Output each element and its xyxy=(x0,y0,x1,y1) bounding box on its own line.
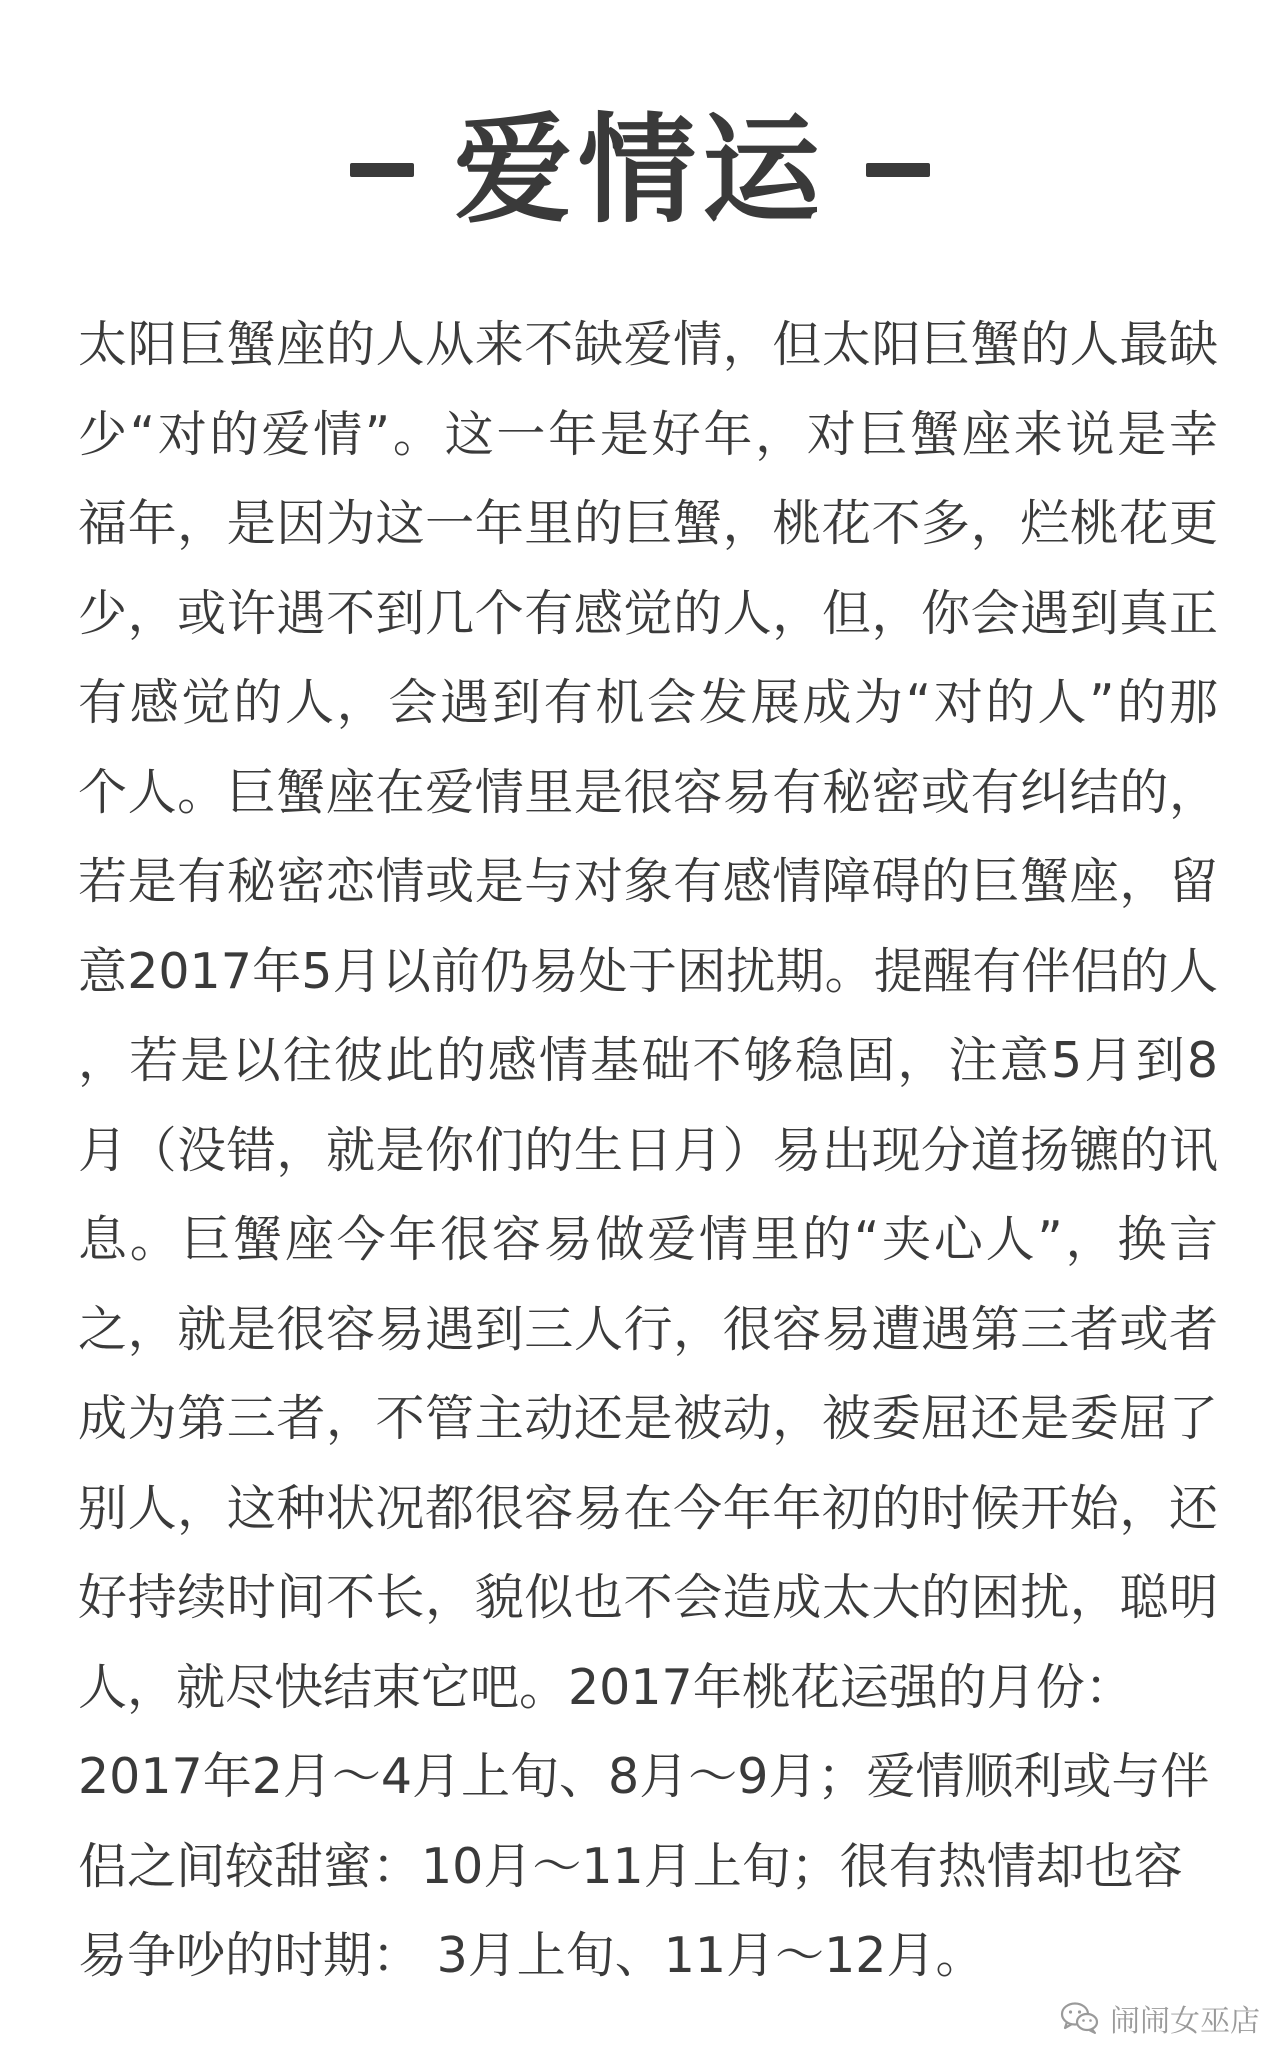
body-line: 好持续时间不长，貌似也不会造成太大的困扰，聪明 xyxy=(78,1569,1218,1626)
page-title: 爱情运 xyxy=(453,101,826,239)
body-line: 太阳巨蟹座的人从来不缺爱情，但太阳巨蟹的人最缺 xyxy=(78,316,1218,373)
watermark-text: 闹闹女巫店 xyxy=(1110,2004,1260,2039)
body-line: 若是有秘密恋情或是与对象有感情障碍的巨蟹座，留 xyxy=(78,853,1218,910)
page-title-row xyxy=(0,95,1280,245)
title-right-dash xyxy=(866,163,930,177)
body-line: 福年，是因为这一年里的巨蟹，桃花不多，烂桃花更 xyxy=(78,495,1218,552)
body-line: 有感觉的人，会遇到有机会发展成为“对的人”的那 xyxy=(78,674,1218,731)
body-line: 少，或许遇不到几个有感觉的人，但，你会遇到真正 xyxy=(78,584,1218,642)
article-body xyxy=(78,300,1218,2001)
watermark xyxy=(1060,1998,1260,2038)
title-left-dash xyxy=(350,163,414,177)
body-line: 少“对的爱情”。这一年是好年，对巨蟹座来说是幸 xyxy=(78,405,1218,463)
body-line: 个人。巨蟹座在爱情里是很容易有秘密或有纠结的， xyxy=(78,763,1218,821)
body-line: 月（没错，就是你们的生日月）易出现分道扬镳的讯 xyxy=(78,1121,1218,1179)
body-line: 成为第三者，不管主动还是被动，被委屈还是委屈了 xyxy=(78,1390,1218,1447)
body-line: 人，就尽快结束它吧。2017年桃花运强的月份： xyxy=(78,1658,1134,1716)
body-line: 2017年2月～4月上旬、8月～9月；爱情顺利或与伴 xyxy=(78,1748,1210,1805)
body-line: ，若是以往彼此的感情基础不够稳固，注意5月到8 xyxy=(78,1032,1218,1089)
body-line: 侣之间较甜蜜：10月～11月上旬；很有热情却也容 xyxy=(78,1837,1183,1895)
body-line: 别人，这种状况都很容易在今年年初的时候开始，还 xyxy=(78,1479,1218,1537)
body-line: 意2017年5月以前仍易处于困扰期。提醒有伴侣的人 xyxy=(78,942,1218,1000)
body-line: 之，就是很容易遇到三人行，很容易遭遇第三者或者 xyxy=(78,1300,1218,1358)
body-line: 易争吵的时期： 3月上旬、11月～12月。 xyxy=(78,1927,985,1984)
body-line: 息。巨蟹座今年很容易做爱情里的“夹心人”，换言 xyxy=(78,1211,1218,1268)
wechat-icon xyxy=(1060,2001,1100,2035)
